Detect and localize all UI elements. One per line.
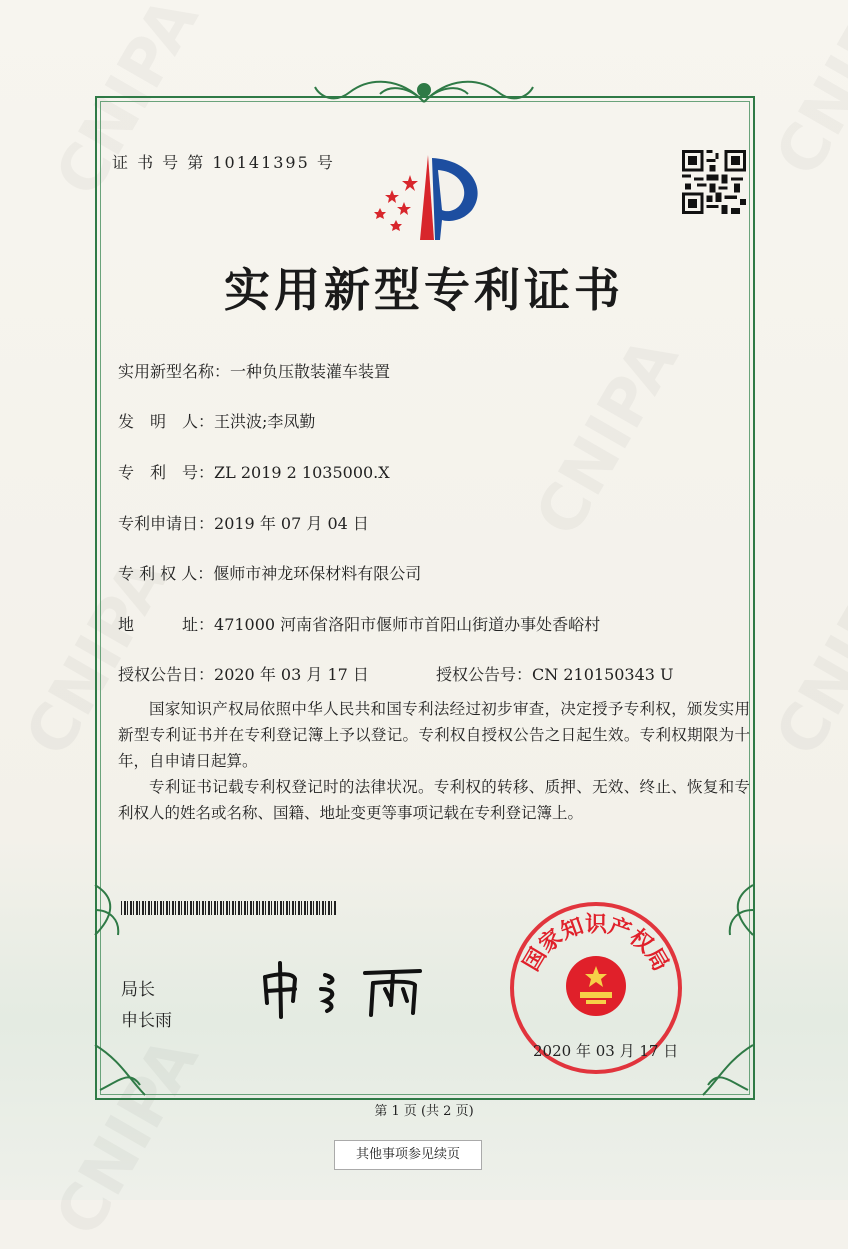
- field-value: ZL 2019 2 1035000.X: [214, 463, 390, 482]
- statement-paragraph: 专利证书记载专利权登记时的法律状况。专利权的转移、质押、无效、终止、恢复和专利权人的姓名或名称、国籍、地址变更等事项记载在专利登记簿上。: [118, 778, 750, 822]
- field-label: 发 明 人：: [118, 412, 215, 431]
- field-label: 专利申请日：: [118, 514, 215, 533]
- corner-ornament: [90, 1040, 150, 1100]
- field-address: [118, 612, 600, 635]
- statement-paragraph: 国家知识产权局依照中华人民共和国专利法经过初步审查，决定授予专利权，颁发实用新型专利证书并在专利登记簿上予以登记。专利权自授权公告之日起生效。专利权期限为十年，自申请日起算。: [118, 700, 750, 770]
- field-value: 471000 河南省洛阳市偃师市首阳山街道办事处香峪村: [214, 615, 601, 634]
- director-name: 申长雨: [121, 1011, 172, 1031]
- field-value: 王洪波;李凤勤: [214, 412, 316, 431]
- field-grant-number: [436, 662, 674, 685]
- field-label: 授权公告号：: [436, 665, 533, 684]
- certificate-number: 证 书 号 第 10141395 号: [112, 153, 335, 172]
- continuation-note: 其他事项参见续页: [334, 1140, 482, 1170]
- watermark: [762, 545, 848, 768]
- field-label: 实用新型名称：: [118, 362, 231, 381]
- field-value: CN 210150343 U: [532, 665, 674, 684]
- qr-code: [682, 150, 746, 214]
- field-patent-number: [118, 460, 390, 483]
- top-ornament: [310, 72, 538, 112]
- field-patentee: [118, 561, 421, 584]
- watermark: [762, 0, 848, 189]
- field-value: 一种负压散装灌车装置: [230, 362, 391, 381]
- cnipa-logo: [362, 150, 492, 245]
- page-number: 第 1 页 (共 2 页): [374, 1104, 474, 1119]
- corner-ornament: [698, 1040, 758, 1100]
- field-value: 2020 年 03 月 17 日: [214, 665, 369, 684]
- barcode: [121, 901, 337, 915]
- field-label: 授权公告日：: [118, 665, 215, 684]
- field-label: 专 利 号：: [118, 463, 215, 482]
- corner-ornament: [698, 880, 758, 940]
- field-value: 偃师市神龙环保材料有限公司: [213, 564, 422, 583]
- director-signature: [255, 955, 435, 1025]
- field-label: 地 址：: [118, 615, 215, 634]
- field-grant-date: [118, 662, 369, 685]
- seal-date: 2020 年 03 月 17 日: [533, 1042, 679, 1060]
- field-value: 2019 年 07 月 04 日: [214, 514, 369, 533]
- field-label: 专 利 权 人：: [118, 564, 214, 583]
- seal-text: 国家知识产权局: [519, 912, 673, 976]
- director-title: 局长: [121, 980, 155, 1000]
- field-inventor: [118, 409, 315, 432]
- field-name: [118, 359, 390, 382]
- document-title: 实用新型专利证书: [224, 263, 624, 317]
- field-application-date: [118, 511, 369, 534]
